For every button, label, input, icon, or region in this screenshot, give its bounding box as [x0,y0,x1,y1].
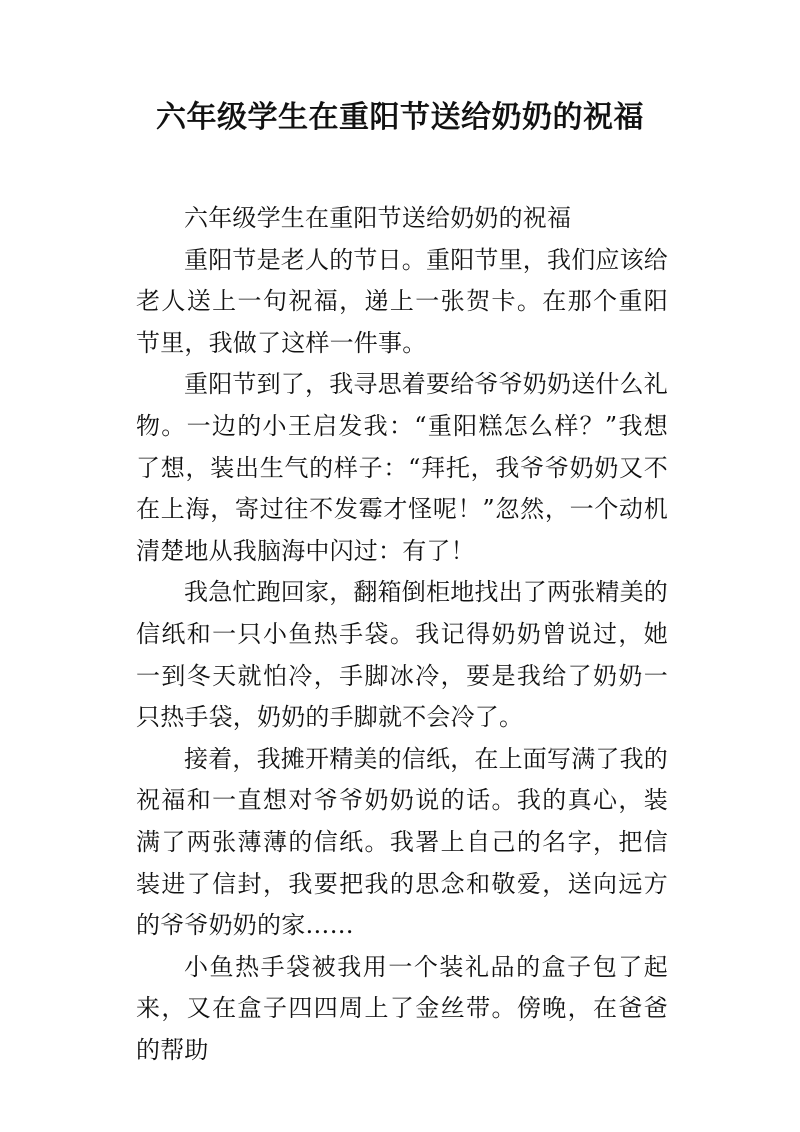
paragraph-subtitle: 六年级学生在重阳节送给奶奶的祝福 [184,204,572,232]
paragraph: 我急忙跑回家，翻箱倒柜地找出了两张精美的信纸和一只小鱼热手袋。我记得奶奶曾说过，她一到冬天就怕冷，手脚冰冷，要是我给了奶奶一只热手袋，奶奶的手脚就不会冷了。 [136,578,668,732]
paragraph: 接着，我摊开精美的信纸，在上面写满了我的祝福和一直想对爷爷奶奶说的话。我的真心，装满了两张薄薄的信纸。我署上自己的名字，把信装进了信封，我要把我的思念和敬爱，送向远方的爷爷奶奶的家…… [136,744,668,940]
paragraph: 重阳节是老人的节日。重阳节里，我们应该给老人送上一句祝福，递上一张贺卡。在那个重阳节里，我做了这样一件事。 [136,245,668,357]
paragraph: 重阳节到了，我寻思着要给爷爷奶奶送什么礼物。一边的小王启发我：“重阳糕怎么样？”我想了想，装出生气的样子：“拜托，我爷爷奶奶又不在上海，寄过往不发霉才怪呢！”忽然，一个动机清楚地从我脑海中闪过：有了！ [136,370,668,565]
paragraph: 小鱼热手袋被我用一个装礼品的盒子包了起来，又在盒子四四周上了金丝带。傍晚，在爸爸的帮助 [136,952,668,1064]
document-title: 六年级学生在重阳节送给奶奶的祝福 [156,100,644,135]
document-body [136,198,668,1071]
